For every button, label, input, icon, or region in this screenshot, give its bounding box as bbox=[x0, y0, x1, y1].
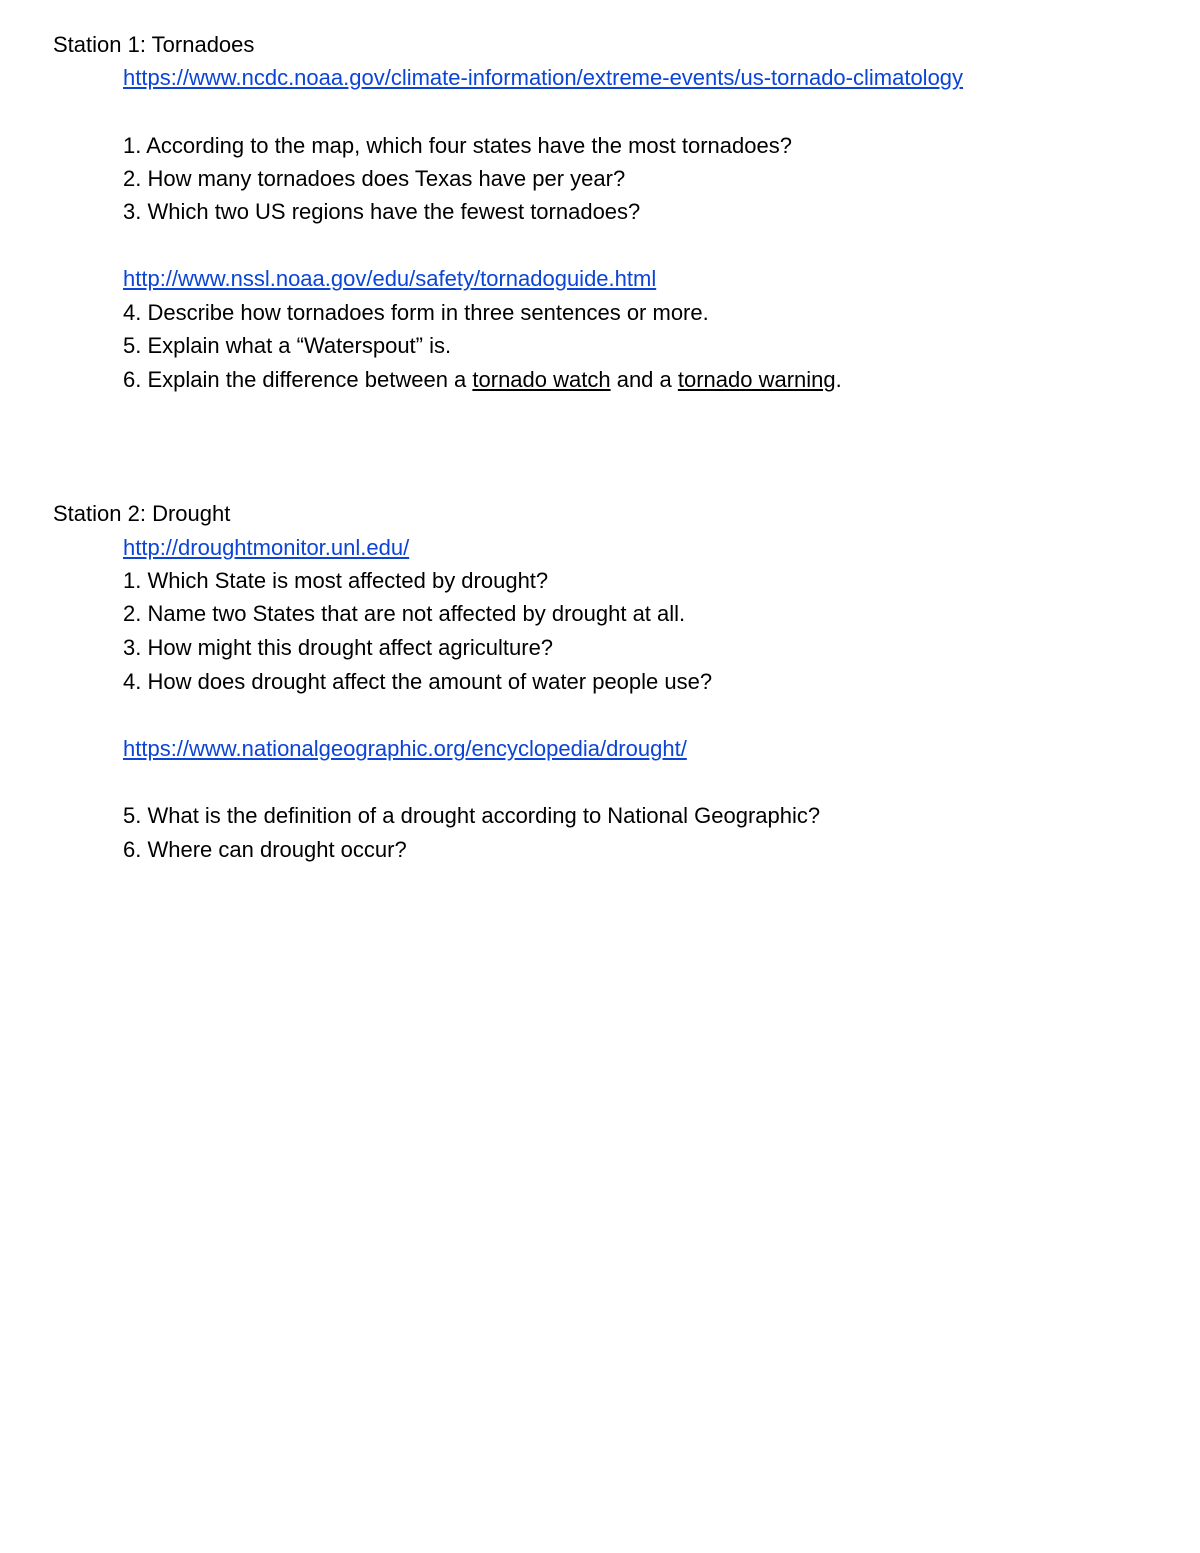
station1-heading: Station 1: Tornadoes bbox=[53, 32, 255, 57]
station1-question-5: 5. Explain what a “Waterspout” is. bbox=[123, 333, 452, 358]
station2-question-4: 4. How does drought affect the amount of water people use? bbox=[123, 669, 713, 694]
question-6-text-a: 6. Explain the difference between a bbox=[123, 367, 473, 392]
station1-question-3: 3. Which two US regions have the fewest tornadoes? bbox=[123, 199, 641, 224]
station1-question-1: 1. According to the map, which four states have the most tornadoes? bbox=[123, 133, 792, 158]
station2-heading: Station 2: Drought bbox=[53, 501, 231, 526]
station1-link-noaa-tornado[interactable]: https://www.ncdc.noaa.gov/climate-information/extreme-events/us-tornado-climatology bbox=[123, 65, 964, 90]
question-6-text-c: . bbox=[835, 367, 842, 392]
station1-question-2: 2. How many tornadoes does Texas have per year? bbox=[123, 166, 626, 191]
station2-link-natgeo[interactable]: https://www.nationalgeographic.org/encyclopedia/drought/ bbox=[123, 736, 687, 761]
station1-question-4: 4. Describe how tornadoes form in three sentences or more. bbox=[123, 300, 709, 325]
station2-question-1: 1. Which State is most affected by drought? bbox=[123, 568, 549, 593]
question-6-text-b: and a bbox=[610, 367, 678, 392]
term-tornado-watch: tornado watch bbox=[472, 367, 611, 392]
station1-question-6 bbox=[123, 366, 842, 394]
station2-question-3: 3. How might this drought affect agriculture? bbox=[123, 635, 554, 660]
station2-question-5: 5. What is the definition of a drought according to National Geographic? bbox=[123, 803, 821, 828]
term-tornado-warning: tornado warning bbox=[677, 367, 836, 392]
station1-link-nssl[interactable]: http://www.nssl.noaa.gov/edu/safety/tornadoguide.html bbox=[123, 266, 657, 291]
station2-question-2: 2. Name two States that are not affected by drought at all. bbox=[123, 601, 686, 626]
station2-question-6: 6. Where can drought occur? bbox=[123, 837, 407, 862]
station2-link-droughtmonitor[interactable]: http://droughtmonitor.unl.edu/ bbox=[123, 535, 410, 560]
